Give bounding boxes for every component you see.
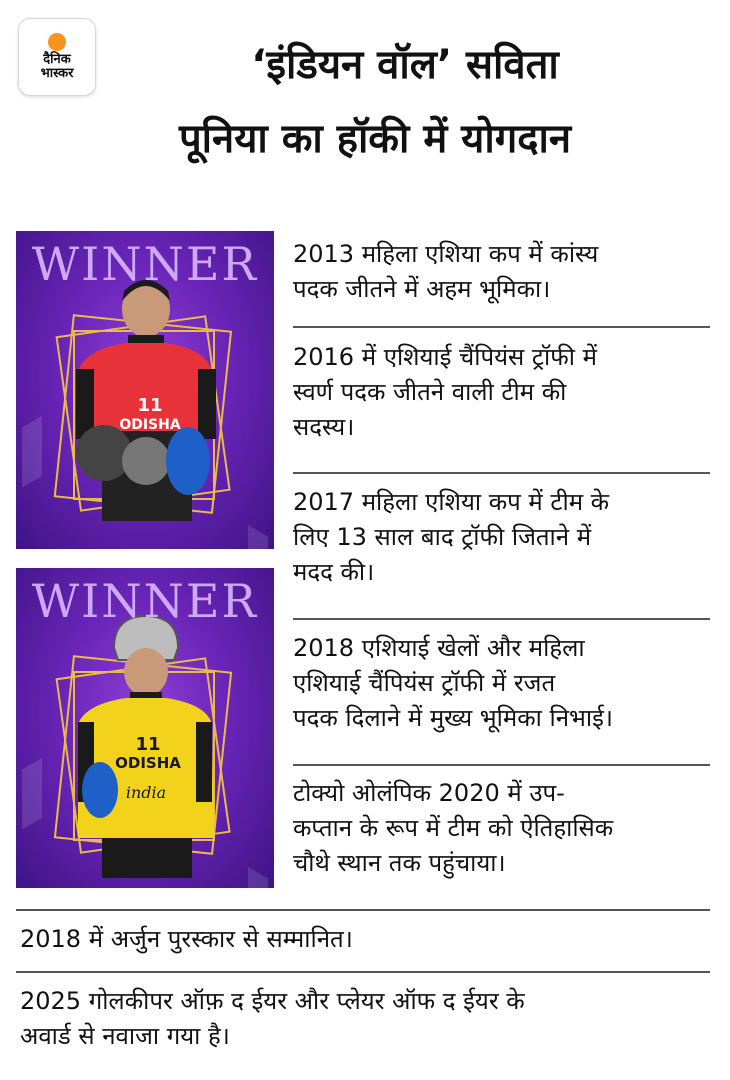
logo-text-line1: दैनिक [43, 52, 71, 67]
achievement-item [20, 922, 353, 957]
winner-label: WINNER [31, 574, 259, 628]
title-line2: पूनिया का हॉकी में योगदान [178, 116, 572, 162]
divider [16, 909, 710, 911]
achievement-line: मदद की। [293, 558, 375, 586]
page-title [0, 28, 730, 176]
divider [16, 971, 710, 973]
achievement-line: अवार्ड से नवाजा गया है। [20, 1022, 230, 1050]
achievement-item [293, 485, 609, 590]
divider [293, 472, 710, 474]
achievement-item [293, 631, 613, 736]
achievement-line: स्वर्ण पदक जीतने वाली टीम की [293, 378, 567, 406]
divider [293, 764, 710, 766]
achievement-line: टोक्यो ओलंपिक 2020 में उप- [293, 779, 565, 807]
jersey-number: 11 [135, 734, 161, 755]
achievement-line: 2018 में अर्जुन पुरस्कार से सम्मानित। [20, 925, 353, 953]
divider [293, 326, 710, 328]
winner-label: WINNER [31, 237, 259, 291]
achievement-item [20, 984, 525, 1054]
achievement-line: 2016 में एशियाई चैंपियंस ट्रॉफी में [293, 343, 597, 371]
achievement-line: चौथे स्थान तक पहुंचाया। [293, 849, 506, 877]
jersey-text: ODISHA [119, 417, 181, 433]
winner-card-red [16, 231, 274, 549]
achievement-item [293, 237, 598, 307]
achievement-line: 2025 गोलकीपर ऑफ़ द ईयर और प्लेयर ऑफ द ईयर के [20, 987, 525, 1015]
achievement-line: 2013 महिला एशिया कप में कांस्य [293, 240, 599, 268]
achievement-line: कप्तान के रूप में टीम को ऐतिहासिक [293, 814, 614, 842]
achievement-item [293, 776, 613, 881]
achievement-line: 2017 महिला एशिया कप में टीम के [293, 488, 610, 516]
winner-card-yellow [16, 568, 274, 888]
achievement-line: पदक दिलाने में मुख्य भूमिका निभाई। [293, 704, 613, 732]
achievement-line: लिए 13 साल बाद ट्रॉफी जिताने में [293, 523, 592, 551]
divider [293, 618, 710, 620]
jersey-text: ODISHA [115, 754, 181, 772]
title-line1: ‘इंडियन वॉल’ सविता [251, 42, 559, 88]
achievement-line: सदस्य। [293, 413, 355, 441]
achievement-line: 2018 एशियाई खेलों और महिला [293, 634, 585, 662]
achievement-line: पदक जीतने में अहम भूमिका। [293, 275, 551, 303]
achievement-item [293, 340, 597, 445]
jersey-sub-text: india [125, 783, 167, 802]
logo-text-line2: भास्कर [40, 66, 74, 81]
achievement-line: एशियाई चैंपियंस ट्रॉफी में रजत [293, 669, 556, 697]
jersey-number: 11 [137, 395, 163, 416]
